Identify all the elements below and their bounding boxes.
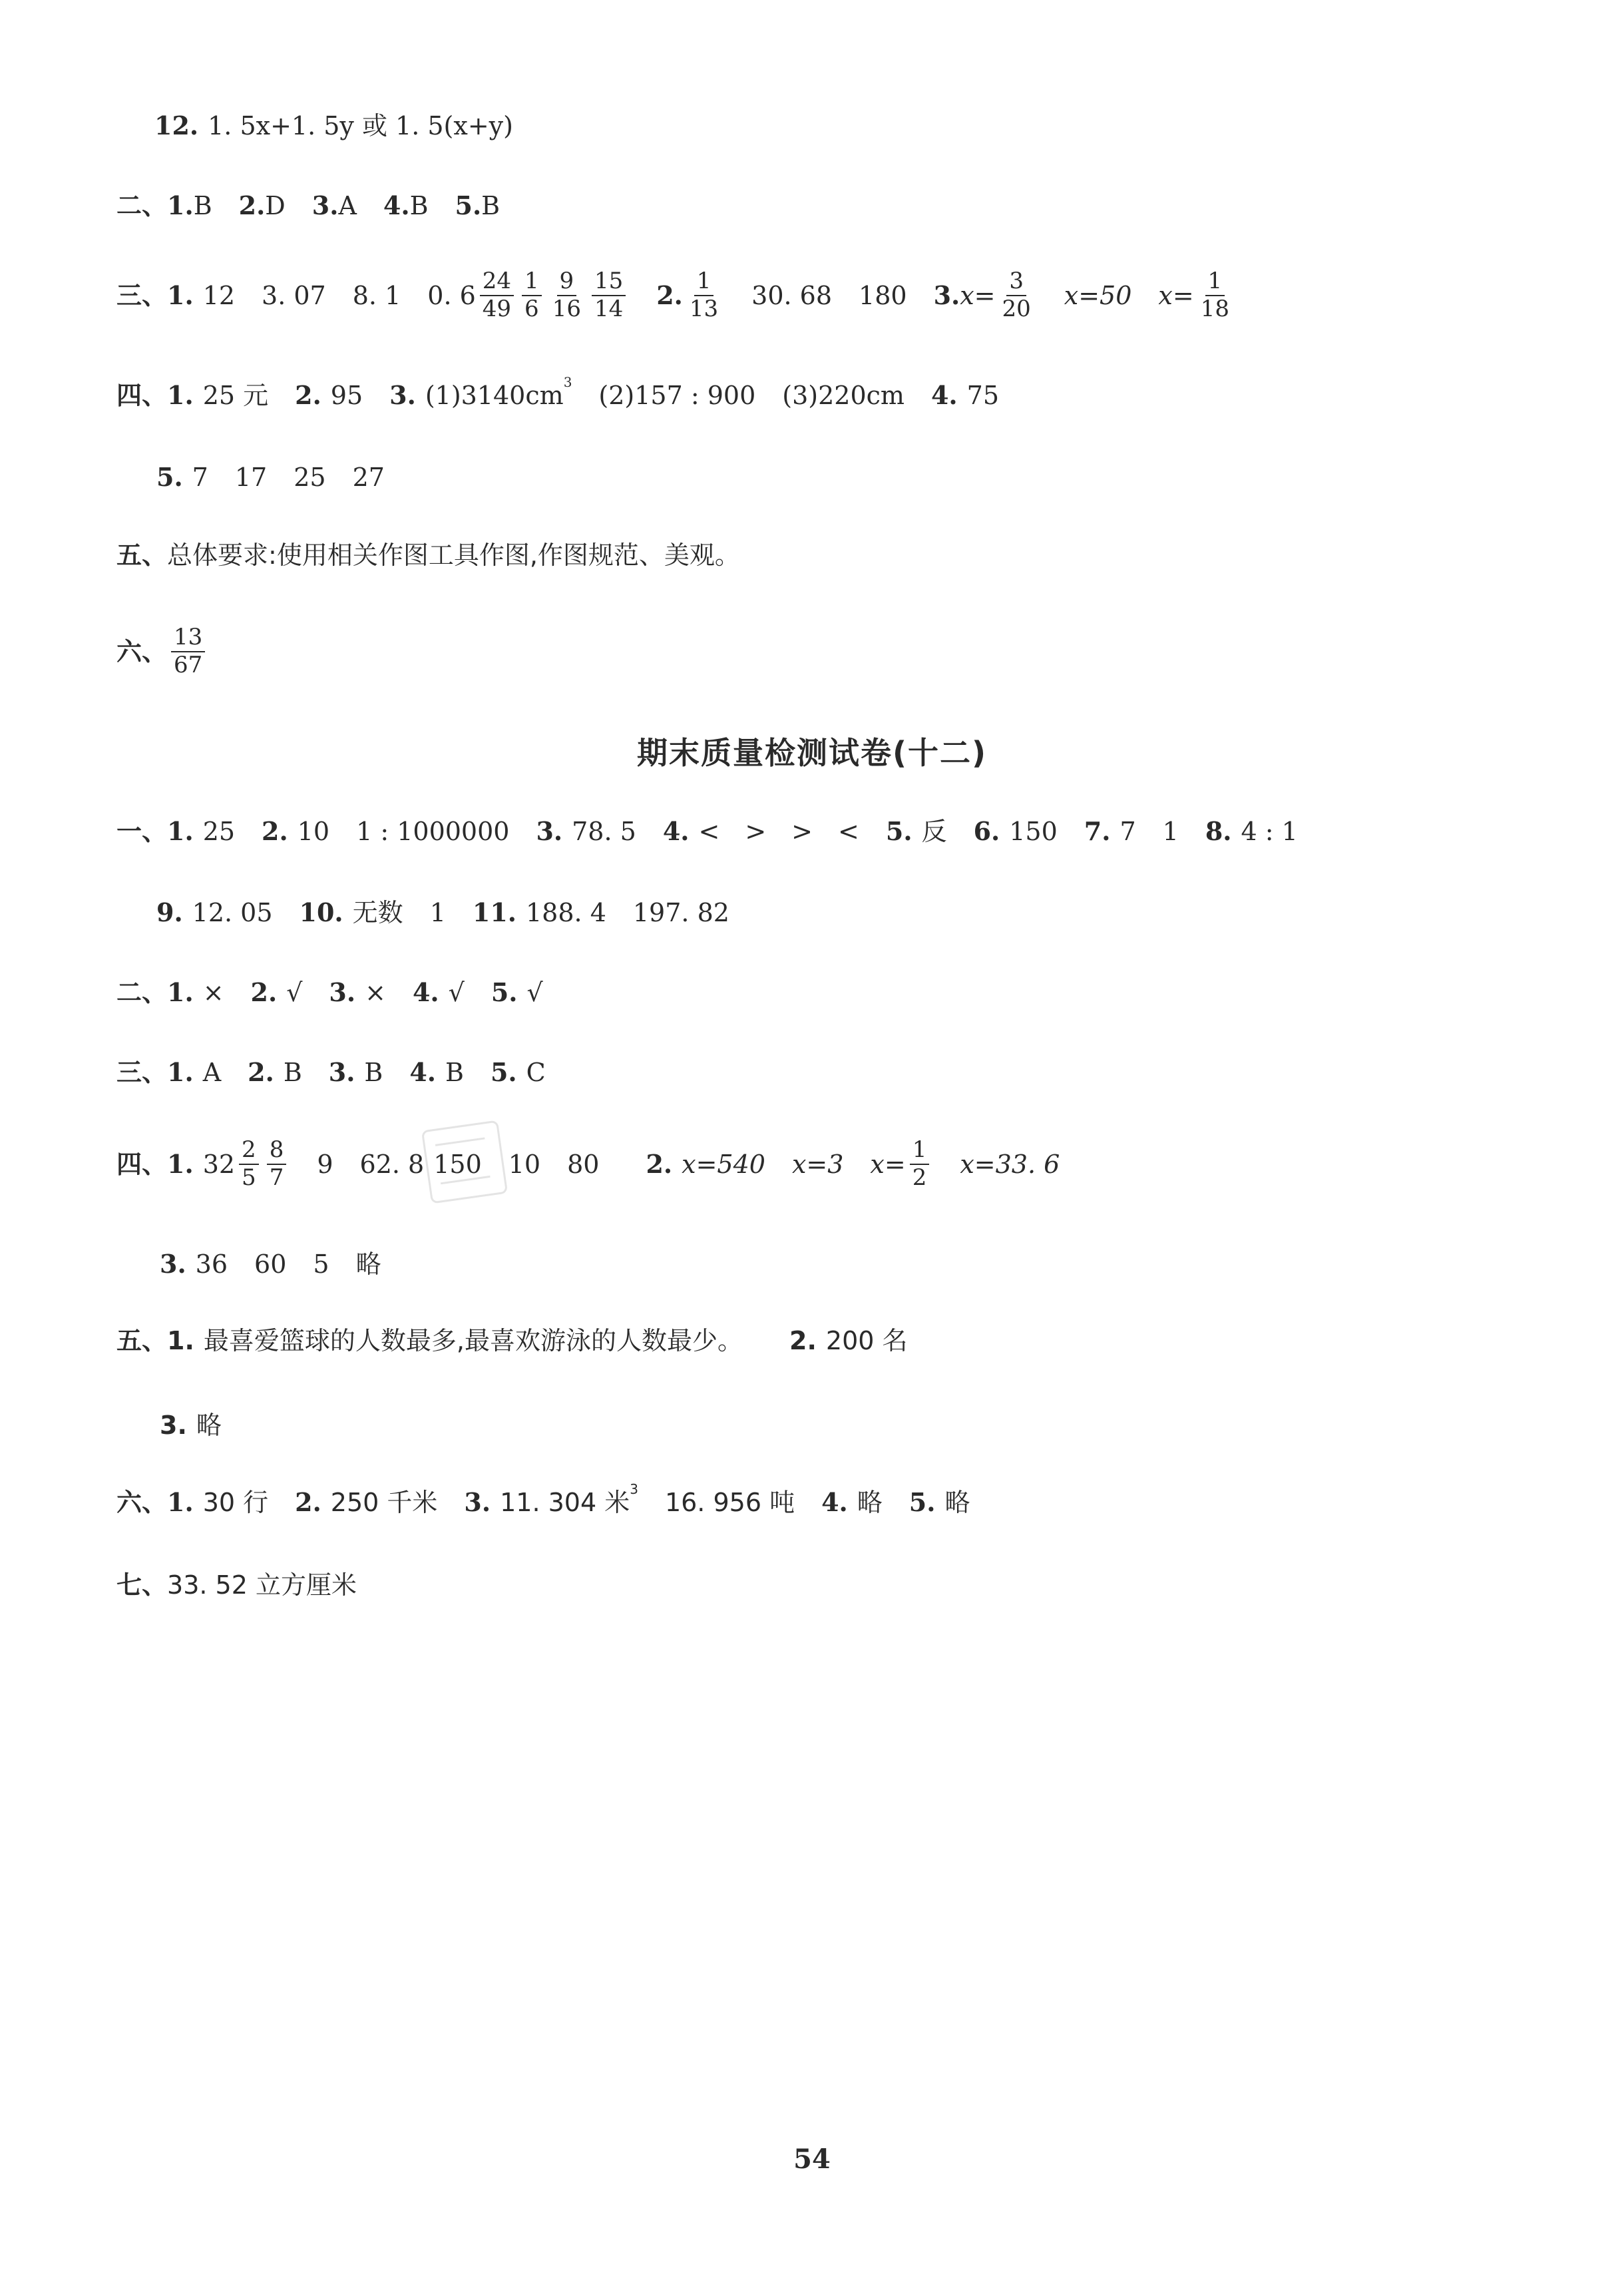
item-number: 5. [490,1057,517,1087]
page-number: 54 [793,2144,831,2175]
item-number: 3. [329,977,356,1007]
item-number: 5. [455,190,482,220]
answer: 16. 956 吨 [664,1488,795,1517]
item-number: 5. [909,1487,936,1517]
fraction [910,1138,930,1190]
section-3-answers [116,270,1236,321]
section-3-choice-answers [116,1057,546,1087]
item-number: 4. [412,977,439,1007]
section-heading: 四、 [116,381,168,410]
item-number: 9. [156,897,183,927]
answer-text: 200 名 [825,1326,908,1355]
answer: 150 [1009,817,1058,846]
answer: 1 : 1000000 [356,817,510,846]
answer: 1 [429,898,446,927]
answer: 7 [1119,817,1136,846]
answer: 80 [567,1149,600,1179]
item-number: 4. [409,1057,437,1087]
denominator: 14 [594,295,624,322]
answer: 27 [352,463,385,492]
equation-lhs: x= [870,1149,906,1179]
answer: B [409,191,429,220]
answer: B [364,1058,383,1087]
item-number: 5. [156,462,183,492]
answer: B [481,191,501,220]
section-6-application-answers [116,1481,970,1517]
denominator: 13 [689,295,719,322]
item-number: 11. [472,897,516,927]
answer: 12. 05 [192,898,273,927]
item-number: 2. [262,816,288,846]
answer: √ [526,978,543,1007]
item-number: 1. [167,816,194,846]
answer-text: 33. 52 立方厘米 [167,1570,357,1600]
section-4-calculation-answers [116,1138,1060,1190]
answer: 188. 4 [526,898,606,927]
answer: 25 [294,463,326,492]
answer-value: 11. 304 米 [500,1488,630,1517]
answer: 25 [202,817,236,846]
answer: 10 [508,1149,541,1179]
numerator: 1 [910,1138,930,1165]
answer: 197. 82 [632,898,729,927]
answer: 75 [966,381,999,410]
item-number: 3. [160,1411,187,1440]
answer: 36 [195,1250,228,1279]
item-number: 10. [299,897,343,927]
item-number: 4. [662,816,690,846]
denominator: 49 [482,295,512,322]
answer: 60 [254,1250,287,1279]
answer: × [365,978,386,1007]
answer-text: 最喜爱篮球的人数最多,最喜欢游泳的人数最少。 [203,1326,743,1355]
answer: 150 [433,1149,482,1179]
answer-text: 略 [196,1411,222,1440]
item-number: 1. [167,1057,194,1087]
numerator: 13 [171,626,205,652]
numerator: 1 [522,270,542,296]
equation: x=540 [682,1149,765,1179]
equation: x=3 [791,1149,844,1179]
answer: C [526,1058,546,1087]
numerator: 9 [557,270,577,296]
section-heading: 七、 [116,1570,168,1600]
section-heading: 三、 [116,1058,168,1087]
answer: 无数 [352,898,403,927]
section-4-answers [116,374,999,410]
fraction [171,626,205,677]
item-number: 3. [160,1249,186,1279]
answer: 略 [857,1488,883,1517]
section-heading: 三、 [116,280,168,310]
item-number: 1. [167,977,194,1007]
answer: √ [448,978,465,1007]
fraction [687,270,721,321]
numerator: 1 [694,270,714,296]
item-number: 1. [167,1487,194,1517]
answer: 25 元 [202,381,269,410]
answer: 9 [317,1149,333,1179]
numerator: 8 [267,1138,287,1165]
answer: 250 千米 [330,1488,438,1517]
answer: 95 [330,381,363,410]
answer: 0. 6 [427,280,476,310]
denominator: 7 [269,1164,284,1191]
item-number: 8. [1205,816,1232,846]
section-7-answers [116,1572,357,1598]
answer: (3)220cm [782,381,905,410]
answer: < > > < [698,817,859,846]
item-number: 1. [167,1148,194,1179]
answer: 1 [1162,817,1179,846]
denominator: 18 [1200,295,1229,322]
numerator: 2 [239,1138,259,1165]
item-number: 1. [167,1326,194,1355]
denominator: 20 [1002,295,1031,322]
answer: 略 [355,1250,381,1279]
item-number: 2. [646,1148,673,1179]
answer: 4 : 1 [1241,817,1298,846]
fraction [550,270,584,321]
denominator: 2 [912,1164,927,1191]
item-number: 2. [248,1057,274,1087]
fraction [480,270,514,321]
answer: 30 行 [202,1488,269,1517]
fraction [267,1138,287,1190]
answer: 17 [234,463,268,492]
section-title: 期末质量检测试卷(十二) [636,735,988,771]
answer: 10 [297,817,330,846]
item-number: 5. [491,977,518,1007]
section-heading: 五、 [116,541,168,570]
answer: 5 [313,1250,329,1279]
section-5-continued [160,1413,222,1438]
section-5-answers [116,543,740,568]
denominator: 6 [524,295,539,322]
item-number: 1. [167,380,194,410]
numerator: 3 [1006,270,1026,296]
item-number: 3. [311,190,339,220]
section-heading: 二、 [116,191,168,220]
item-number: 3. [933,280,960,310]
item-number: 2. [295,380,321,410]
equation-lhs: x= [1158,280,1194,310]
answer: A [202,1058,222,1087]
fraction [1000,270,1034,321]
equation: x=50 [1064,280,1132,310]
section-heading: 五、 [116,1326,168,1355]
item-number: 7. [1084,816,1111,846]
section-4-continued [160,1249,381,1279]
answer: 略 [944,1488,970,1517]
numerator: 24 [480,270,514,296]
fraction [592,270,626,321]
answer-line-12 [154,113,513,138]
item-number: 3. [328,1057,355,1087]
fraction [239,1138,259,1190]
answer: 8. 1 [352,280,401,310]
answer: 30. 68 [751,280,833,310]
superscript: 3 [563,374,572,391]
item-number: 3. [389,380,416,410]
answer: B [445,1058,464,1087]
item-number: 3. [464,1487,491,1517]
fraction [1198,270,1232,321]
item-number: 4. [930,380,958,410]
answer: D [265,191,286,220]
section-6-answers [116,626,209,677]
item-number: 2. [656,280,683,310]
answer: 62. 8 [359,1149,425,1179]
section-heading: 四、 [116,1149,168,1179]
answer: 3. 07 [262,280,326,310]
answer: B [283,1058,302,1087]
equation-lhs: x= [960,280,996,310]
item-number: 2. [238,190,266,220]
item-number: 1. [167,280,194,310]
answer [500,1481,638,1517]
numerator: 15 [592,270,626,296]
denominator: 67 [174,651,203,678]
section-heading: 一、 [116,817,168,846]
answer: 78. 5 [572,817,636,846]
answer [425,374,572,410]
denominator: 16 [552,295,581,322]
equation: x=33. 6 [960,1149,1060,1179]
answer: 32 [202,1149,236,1179]
answer-value: (1)3140cm [425,381,564,410]
item-number: 5. [885,816,913,846]
section-1-continued [156,897,729,927]
answer: 12 [202,280,236,310]
item-number: 3. [536,816,563,846]
section-heading: 六、 [116,1488,168,1517]
answer: A [338,191,357,220]
item-number: 4. [383,190,410,220]
answer: (2)157 : 900 [598,381,756,410]
answer: √ [286,978,303,1007]
item-number: 2. [295,1487,321,1517]
section-5-statistics-answers [116,1328,908,1353]
answer: × [202,978,224,1007]
item-number: 6. [973,816,1000,846]
answer-text: 1. 5x+1. 5y 或 1. 5(x+y) [208,111,513,140]
superscript: 3 [630,1481,638,1498]
numerator: 1 [1205,270,1225,296]
item-number: 2. [250,977,278,1007]
answer: B [193,191,212,220]
answer-text: 总体要求:使用相关作图工具作图,作图规范、美观。 [167,541,740,570]
answer: 反 [921,817,947,846]
section-heading: 二、 [116,978,168,1007]
section-heading: 六、 [116,636,168,666]
section-2-judgement-answers [116,977,543,1007]
answer: 180 [859,280,907,310]
item-number: 2. [789,1326,817,1355]
section-4-continued [156,462,385,492]
item-number: 4. [821,1487,848,1517]
denominator: 5 [242,1164,256,1191]
item-number: 12. [154,111,199,140]
fraction [522,270,542,321]
section-1-answers [116,816,1298,846]
item-number: 1. [167,190,194,220]
answer: 7 [192,463,208,492]
section-2-answers [116,190,501,220]
